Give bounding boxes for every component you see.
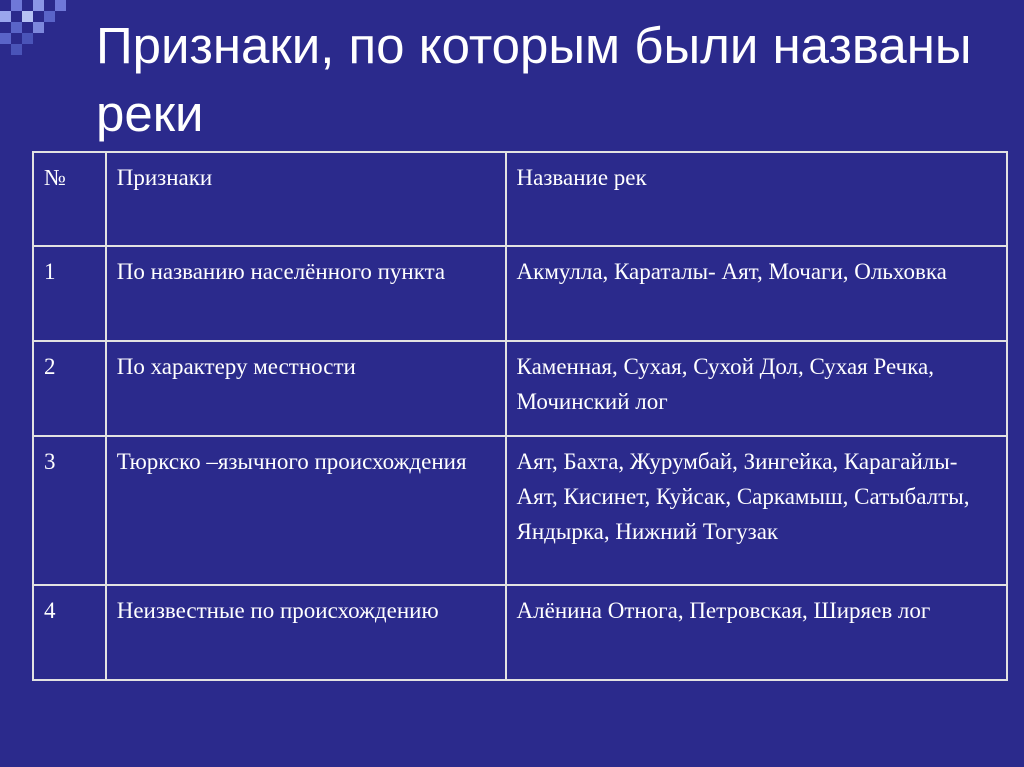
row-feature: Неизвестные по происхождению [106,585,506,680]
header-features: Признаки [106,152,506,246]
row-river-names: Акмулла, Караталы- Аят, Мочаги, Ольховка [506,246,1007,341]
table-row [33,246,1007,341]
row-number: 2 [33,341,106,436]
slide-title: Признаки, по которым были названы реки [96,17,972,142]
table-row [33,585,1007,680]
row-river-names: Аят, Бахта, Журумбай, Зингейка, Карагайлы-Аят, Кисинет, Куйсак, Саркамыш, Сатыбалты, Яндырка, Нижний Тогузак [506,436,1007,585]
rivers-table [32,151,1008,681]
checker-squares-icon [0,0,80,60]
row-number: 4 [33,585,106,680]
table-row [33,341,1007,436]
header-number: № [33,152,106,246]
row-river-names: Каменная, Сухая, Сухой Дол, Сухая Речка, Мочинский лог [506,341,1007,436]
row-number: 3 [33,436,106,585]
header-river-names: Название рек [506,152,1007,246]
row-river-names: Алёнина Отнога, Петровская, Ширяев лог [506,585,1007,680]
row-number: 1 [33,246,106,341]
table-row [33,436,1007,585]
row-feature: По названию населённого пункта [106,246,506,341]
row-feature: Тюркско –язычного происхождения [106,436,506,585]
table-header-row [33,152,1007,246]
row-feature: По характеру местности [106,341,506,436]
